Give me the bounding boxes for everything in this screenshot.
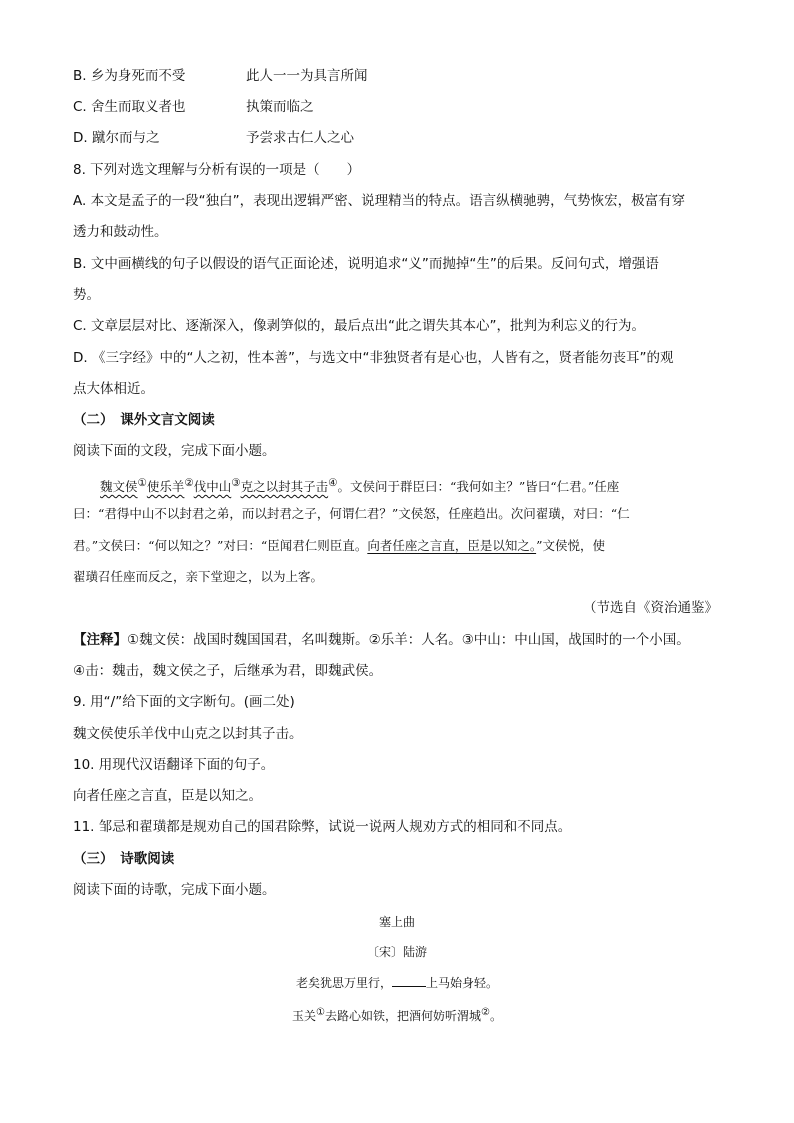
passage-text: ”文侯悦，使 — [536, 538, 605, 553]
poem-author: 〔宋〕陆游 — [366, 945, 427, 959]
notes-label: 【注释】 — [73, 632, 127, 648]
q8-option-c: C. 文章层层对比、逐渐深入，像剥笋似的，最后点出“此之谓失其本心”，批判为利忘义的行为。 — [73, 318, 645, 334]
section-2-title: （二） 课外文言文阅读 — [73, 412, 215, 428]
source-citation: （节选自《资治通鉴》 — [583, 600, 718, 616]
question-10-text: 向者任座之言直，臣是以知之。 — [73, 788, 262, 804]
passage-text: 。文侯问于群臣曰：“我何如主？”皆曰“仁君。”任座 — [337, 479, 620, 495]
option-row — [73, 128, 354, 148]
poem-text: 玉关 — [292, 1009, 317, 1023]
poem-line-2 — [0, 1003, 794, 1026]
q8-option-a-cont: 透力和鼓动性。 — [73, 224, 168, 240]
poem-title: 塞上曲 — [378, 915, 415, 929]
passage-text: 君。”文侯曰：“何以知之？”对曰：“臣闻君仁则臣直。 — [73, 538, 368, 553]
note-marker: ③ — [231, 477, 241, 489]
option-left: D. 蹴尔而与之 — [73, 130, 160, 146]
question-9: 9. 用“/”给下面的文字断句。(画二处) — [73, 694, 295, 710]
q8-option-d: D. 《三字经》中的“人之初，性本善”，与选文中“非独贤者有是心也，人皆有之，贤者能勿丧耳”的观 — [73, 350, 674, 366]
option-left: B. 乡为身死而不受 — [73, 68, 186, 84]
poem-text: 上马始身轻。 — [426, 976, 499, 990]
notes-text: ①魏文侯：战国时魏国国君，名叫魏斯。②乐羊：人名。③中山：中山国，战国时的一个小国。 — [127, 632, 690, 648]
passage-line-1 — [100, 473, 745, 497]
option-row — [73, 97, 314, 117]
passage-line-2: 曰：“君得中山不以封君之弟，而以封君之子，何谓仁君？”文侯怒，任座趋出。次问翟璜，对曰：“仁 — [73, 506, 630, 521]
option-right: 此人一一为具言所闻 — [246, 68, 368, 84]
question-11: 11. 邹忌和翟璜都是规劝自己的国君除弊，试说一说两人规劝方式的相同和不同点。 — [73, 819, 572, 835]
section-2-intro: 阅读下面的文段，完成下面小题。 — [73, 443, 276, 459]
poem-text: 老矣犹思万里行， — [295, 976, 392, 990]
q8-option-b: B. 文中画横线的句子以假设的语气正面论述，说明追求“义”而抛掉“生”的后果。反问句式，增强语 — [73, 256, 659, 272]
passage-line-4: 翟璜召任座而反之，亲下堂迎之，以为上客。 — [73, 569, 324, 584]
section-3-intro: 阅读下面的诗歌，完成下面小题。 — [73, 882, 276, 898]
wavy-underlined-text: 克之以封其子击 — [240, 479, 329, 495]
q8-option-d-cont: 点大体相近。 — [73, 381, 154, 397]
option-row — [73, 66, 368, 86]
q8-option-a: A. 本文是孟子的一段“独白”，表现出逻辑严密、说理精当的特点。语言纵横驰骋，气势恢宏，极富有穿 — [73, 193, 686, 209]
question-9-text: 魏文侯使乐羊伐中山克之以封其子击。 — [73, 726, 303, 742]
question-8-stem: 8. 下列对选文理解与分析有误的一项是（ ） — [73, 162, 361, 178]
note-marker: ① — [316, 1007, 325, 1018]
wavy-underlined-text: 伐中山 — [193, 479, 232, 495]
note-marker: ② — [481, 1007, 490, 1018]
poem-text: 。 — [489, 1009, 502, 1023]
note-marker: ② — [184, 477, 194, 489]
note-marker: ① — [137, 477, 147, 489]
option-right: 执策而临之 — [246, 99, 314, 115]
wavy-underlined-text: 魏文侯 — [100, 479, 138, 495]
fill-in-blank[interactable] — [392, 974, 426, 987]
underlined-sentence: 向者任座之言直，臣是以知之。 — [367, 538, 537, 553]
option-left: C. 舍生而取义者也 — [73, 99, 186, 115]
question-10: 10. 用现代汉语翻译下面的句子。 — [73, 757, 275, 773]
note-marker: ④ — [328, 477, 338, 489]
option-right: 予尝求古仁人之心 — [246, 130, 354, 146]
poem-text: 去路心如铁，把酒何妨听渭城 — [324, 1009, 481, 1023]
notes-line-1 — [73, 630, 690, 650]
passage-line-3 — [73, 536, 718, 556]
notes-line-2: ④击：魏击，魏文侯之子，后继承为君，即魏武侯。 — [73, 663, 383, 679]
poem-line-1 — [0, 973, 794, 993]
wavy-underlined-text: 使乐羊 — [146, 479, 185, 495]
q8-option-b-cont: 势。 — [73, 287, 100, 303]
section-3-title: （三） 诗歌阅读 — [73, 851, 175, 867]
